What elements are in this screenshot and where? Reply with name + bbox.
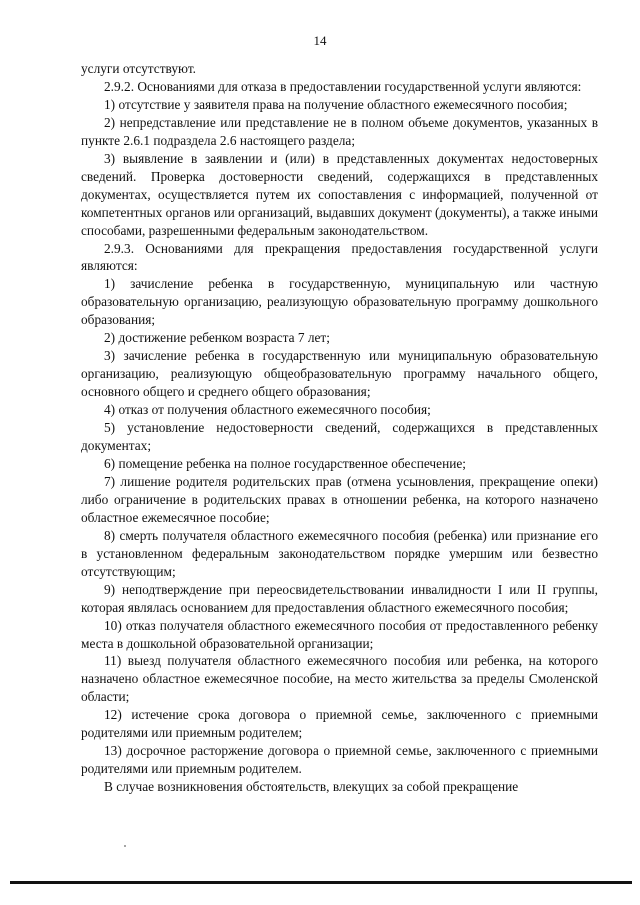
paragraph: 2.9.3. Основаниями для прекращения предоставления государственной услуги являются: <box>81 240 598 274</box>
paragraph: В случае возникновения обстоятельств, влекущих за собой прекращение <box>104 779 519 795</box>
paragraph: 2) непредставление или представление не в полном объеме документов, указанных в пункте 2.6.1 подраздела 2.6 настоящего раздела; <box>81 114 598 148</box>
paragraph: 2.9.2. Основаниями для отказа в предоставлении государственной услуги являются: <box>104 78 582 94</box>
paragraph: 10) отказ получателя областного ежемесячного пособия от предоставленного ребенку места в дошкольной образовательной организации; <box>81 617 598 651</box>
paragraph: 1) отсутствие у заявителя права на получение областного ежемесячного пособия; <box>104 96 568 112</box>
scan-speck <box>124 845 126 847</box>
document-body <box>81 60 598 796</box>
paragraph: 13) досрочное расторжение договора о приемной семье, заключенного с приемными родителями или приемным родителем. <box>81 743 598 777</box>
bottom-rule <box>10 881 632 884</box>
paragraph: 9) неподтверждение при переосвидетельствовании инвалидности I или II группы, которая являлась основанием для предоставления областного ежемесячного пособия; <box>81 581 598 615</box>
paragraph: 12) истечение срока договора о приемной семье, заключенного с приемными родителями или приемным родителем; <box>81 707 598 741</box>
paragraph: 2) достижение ребенком возраста 7 лет; <box>104 330 330 346</box>
paragraph: 7) лишение родителя родительских прав (отмена усыновления, прекращение опеки) либо ограничение в родительских правах в отношении ребенка, на которого назначено областное ежемесячное пособие; <box>81 473 598 525</box>
page-number: 14 <box>313 33 327 48</box>
paragraph: 3) выявление в заявлении и (или) в представленных документах недостоверных сведений. Проверка достоверности сведений, содержащихся в представленных документах, осуществляется путем их сопоставления с информацией, полученной от компетентных органов или организаций, выдавших документ (документы), а также иными способами, разрешенными федеральным законодательством. <box>81 150 598 238</box>
paragraph: 5) установление недостоверности сведений, содержащихся в представленных документах; <box>81 420 598 454</box>
paragraph: 11) выезд получателя областного ежемесячного пособия или ребенка, на которого назначено областное ежемесячное пособие, на место жительства за пределы Смоленской области; <box>81 653 598 705</box>
paragraph: 4) отказ от получения областного ежемесячного пособия; <box>104 402 431 418</box>
paragraph: 8) смерть получателя областного ежемесячного пособия (ребенка) или признание его в установленном федеральным законодательством порядке умершим или безвестно отсутствующим; <box>81 527 598 579</box>
paragraph: 3) зачисление ребенка в государственную или муниципальную образовательную организацию, реализующую общеобразовательную программу начального общего, основного общего и среднего общего образования; <box>81 348 598 400</box>
paragraph: 1) зачисление ребенка в государственную, муниципальную или частную образовательную организацию, реализующую образовательную программу дошкольного образования; <box>81 276 598 328</box>
paragraph: 6) помещение ребенка на полное государственное обеспечение; <box>104 455 466 471</box>
paragraph: услуги отсутствуют. <box>81 61 197 76</box>
